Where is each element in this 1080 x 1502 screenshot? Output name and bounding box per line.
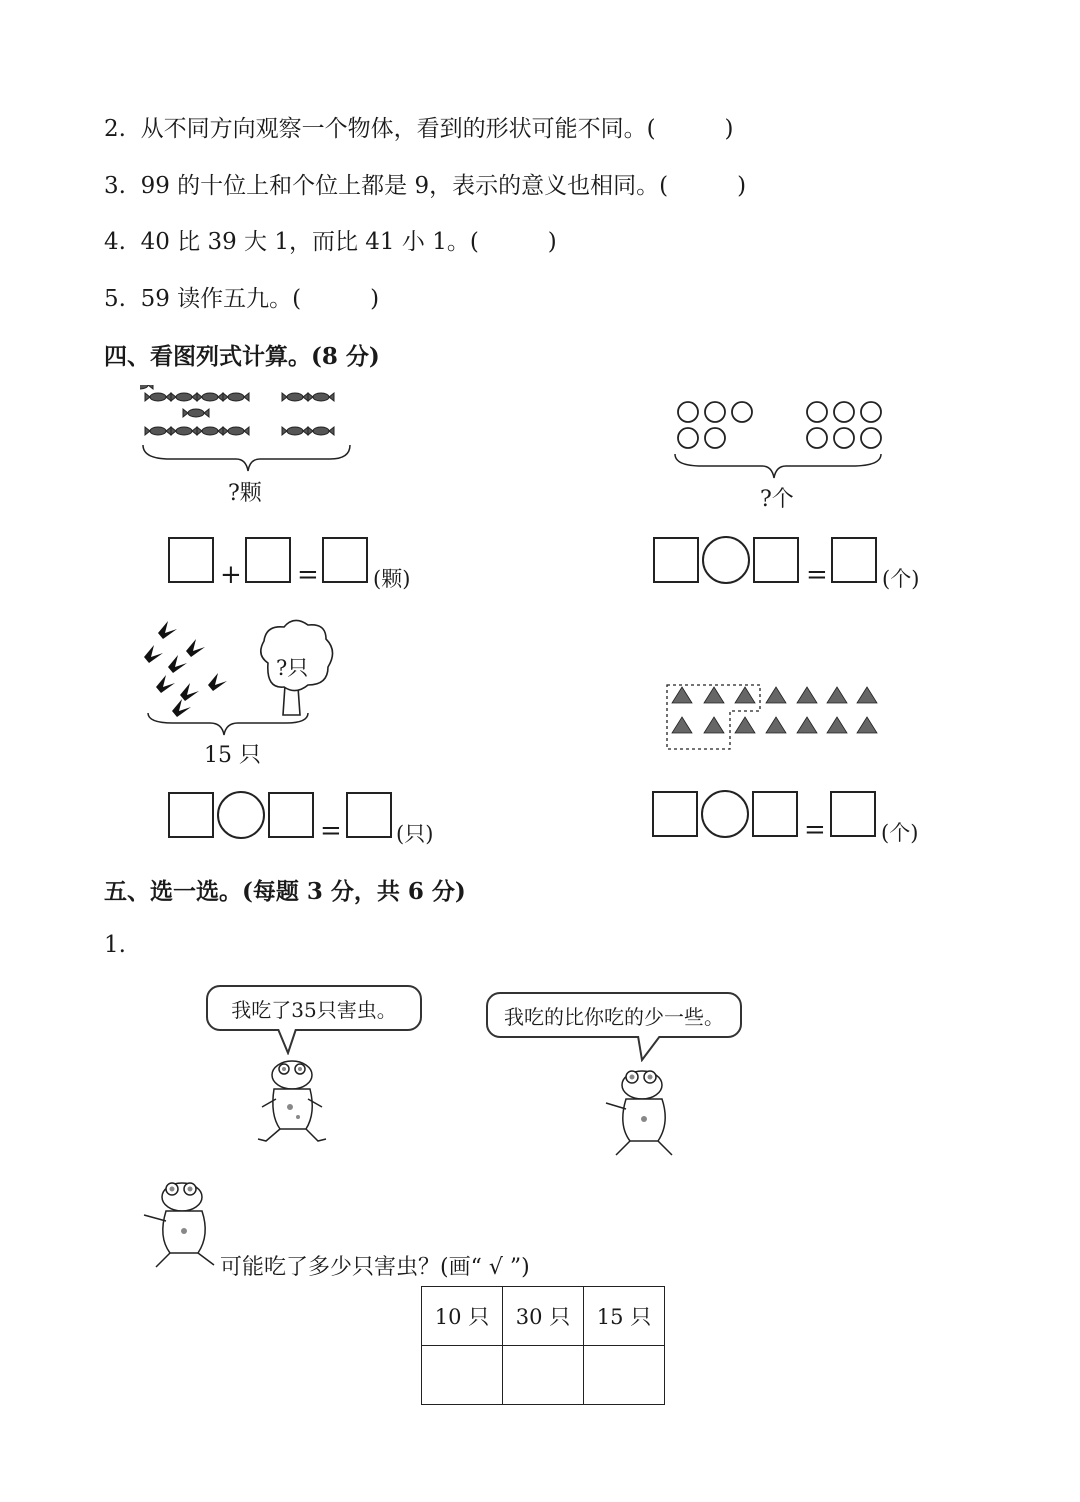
equals-sign: =: [806, 560, 828, 590]
judge-num: 5.: [104, 286, 126, 312]
option-label: 15 只: [584, 1287, 665, 1346]
question-number: 1.: [104, 932, 126, 958]
frog-icon: [140, 1175, 225, 1275]
answer-box[interactable]: [346, 792, 392, 838]
judge-text: 99 的十位上和个位上都是 9，表示的意义也相同。( ): [140, 173, 747, 199]
bubble-tail: [276, 1029, 306, 1055]
bubble-text: 我吃的比你吃的少一些。: [504, 1004, 724, 1029]
check-cell[interactable]: [503, 1346, 584, 1405]
answer-box[interactable]: [268, 792, 314, 838]
judge-item-5: [104, 280, 379, 313]
circle-icon: [678, 402, 698, 422]
triangles-figure: [664, 683, 889, 758]
check-cell[interactable]: [422, 1346, 503, 1405]
unit-label: (只): [396, 822, 434, 846]
choice-table: [421, 1286, 665, 1405]
birds-label: 15 只: [204, 743, 261, 768]
answer-box[interactable]: [168, 537, 214, 583]
judge-num: 4.: [104, 229, 126, 255]
frog-icon: [250, 1055, 330, 1150]
operator-circle[interactable]: [702, 536, 750, 584]
equals-sign: =: [297, 560, 319, 590]
candy-figure: [140, 385, 365, 475]
brace: [148, 713, 308, 735]
unit-label: (个): [882, 567, 920, 591]
judge-item-4: [104, 223, 557, 256]
option-label: 10 只: [422, 1287, 503, 1346]
circles-label: ?个: [760, 487, 794, 512]
brace: [675, 454, 881, 478]
answer-box[interactable]: [322, 537, 368, 583]
choice-question: 可能吃了多少只害虫？(画“ √ ”): [220, 1255, 530, 1280]
equals-sign: =: [320, 816, 342, 846]
check-cell[interactable]: [584, 1346, 665, 1405]
judge-item-3: [104, 167, 746, 200]
answer-box[interactable]: [168, 792, 214, 838]
birds-figure: [138, 615, 348, 745]
judge-item-2: [104, 110, 734, 143]
answer-box[interactable]: [652, 791, 698, 837]
judge-text: 59 读作五九。( ): [140, 286, 380, 312]
unit-label: (个): [881, 821, 919, 845]
judge-num: 3.: [104, 173, 126, 199]
tree-label: ?只: [276, 656, 309, 680]
unit-label: (颗): [373, 567, 411, 591]
answer-box[interactable]: [831, 537, 877, 583]
answer-box[interactable]: [245, 537, 291, 583]
equals-sign: =: [804, 815, 826, 845]
bubble-tail: [636, 1036, 666, 1062]
judge-text: 40 比 39 大 1，而比 41 小 1。( ): [140, 229, 557, 255]
plus-sign: +: [220, 560, 242, 590]
operator-circle[interactable]: [701, 790, 749, 838]
candy-label: ?颗: [228, 481, 262, 506]
section4-title: 四、看图列式计算。(8 分): [104, 343, 380, 370]
speech-bubble-2: [486, 992, 742, 1038]
frog-icon: [600, 1063, 685, 1163]
answer-box[interactable]: [653, 537, 699, 583]
speech-bubble-1: [206, 985, 422, 1031]
candy-icon: [140, 385, 153, 389]
judge-text: 从不同方向观察一个物体，看到的形状可能不同。( ): [140, 116, 734, 142]
operator-circle[interactable]: [217, 791, 265, 839]
bird-icon: [144, 621, 227, 717]
answer-box[interactable]: [830, 791, 876, 837]
judge-num: 2.: [104, 116, 126, 142]
bubble-text: 我吃了35只害虫。: [231, 997, 397, 1022]
answer-box[interactable]: [752, 791, 798, 837]
section5-title: 五、选一选。(每题 3 分，共 6 分): [104, 878, 466, 905]
option-label: 30 只: [503, 1287, 584, 1346]
brace: [143, 445, 350, 471]
triangle-icon: [672, 687, 877, 733]
answer-box[interactable]: [753, 537, 799, 583]
